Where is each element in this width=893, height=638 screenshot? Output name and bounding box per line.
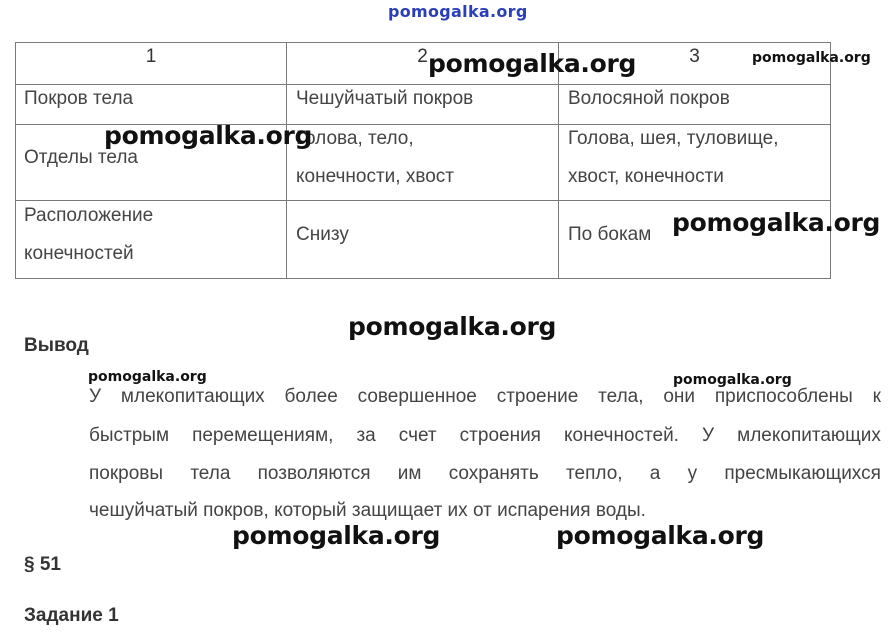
word: млекопитающих — [120, 386, 265, 407]
word: у — [687, 463, 698, 484]
word: тепло, — [566, 463, 623, 484]
table-cell: конечности, хвост — [296, 166, 455, 187]
table-cell: Волосяной покров — [568, 88, 730, 109]
table-border-top — [15, 42, 831, 43]
table-cell: Отделы тела — [24, 147, 138, 168]
conclusion-line — [89, 500, 881, 522]
table-cell: конечностей — [24, 243, 134, 264]
word: сохранять — [448, 463, 539, 484]
word: покровы — [89, 463, 164, 484]
word: за — [356, 425, 376, 446]
table-header-1: 1 — [145, 46, 157, 67]
word: перемещениям, — [192, 425, 334, 446]
word: приспособлены — [714, 386, 853, 407]
word: У — [89, 386, 102, 407]
word: строения — [459, 425, 541, 446]
table-header-2: 2 — [417, 46, 428, 67]
word: счет — [398, 425, 437, 446]
word: а — [649, 463, 661, 484]
conclusion-text — [89, 463, 881, 485]
word: быстрым — [89, 425, 170, 446]
watermark: pomogalka.org — [104, 121, 313, 150]
word: совершенное — [357, 386, 477, 407]
word: к — [872, 386, 881, 407]
word: млекопитающих — [737, 425, 881, 446]
table-cell: хвост, конечности — [568, 166, 724, 187]
watermark: pomogalka.org — [88, 369, 207, 385]
table-border-right — [830, 42, 831, 279]
watermark: pomogalka.org — [673, 372, 792, 388]
word: У — [702, 425, 715, 446]
conclusion-text — [89, 425, 881, 447]
table-cell: Покров тела — [24, 88, 134, 109]
section-number: § 51 — [24, 554, 61, 575]
watermark: pomogalka.org — [752, 50, 871, 66]
word: позволяются — [257, 463, 371, 484]
word: конечностей. — [564, 425, 679, 446]
table-cell: По бокам — [568, 224, 652, 245]
word: они — [663, 386, 696, 407]
watermark: pomogalka.org — [556, 521, 765, 550]
watermark: pomogalka.org — [232, 521, 441, 550]
table-col-divider — [286, 42, 287, 279]
word: более — [284, 386, 338, 407]
table-border-left — [15, 42, 16, 279]
table-cell: Чешуйчатый покров — [296, 88, 474, 109]
table-cell: Снизу — [296, 224, 349, 245]
watermark: pomogalka.org — [348, 312, 557, 341]
conclusion-line — [89, 386, 881, 408]
watermark: pomogalka.org — [672, 208, 881, 237]
conclusion-line — [89, 463, 881, 485]
conclusion-heading: Вывод — [24, 335, 89, 356]
word: строение — [496, 386, 579, 407]
conclusion-line — [89, 425, 881, 447]
conclusion-text: чешуйчатый покров, который защищает их от испарения воды. — [89, 500, 646, 521]
table-header-3: 3 — [689, 46, 700, 67]
conclusion-text — [89, 386, 881, 408]
table-border-bottom — [15, 278, 831, 279]
word: тела — [190, 463, 231, 484]
watermark-top: pomogalka.org — [388, 2, 528, 21]
word: пресмыкающихся — [724, 463, 881, 484]
task-heading: Задание 1 — [24, 605, 119, 626]
table-cell: Голова, шея, туловище, — [568, 128, 779, 149]
word: им — [397, 463, 422, 484]
table-cell: Голова, тело, — [296, 128, 414, 149]
watermark: pomogalka.org — [428, 49, 637, 78]
table-cell: Расположение — [24, 205, 154, 226]
word: тела, — [598, 386, 644, 407]
